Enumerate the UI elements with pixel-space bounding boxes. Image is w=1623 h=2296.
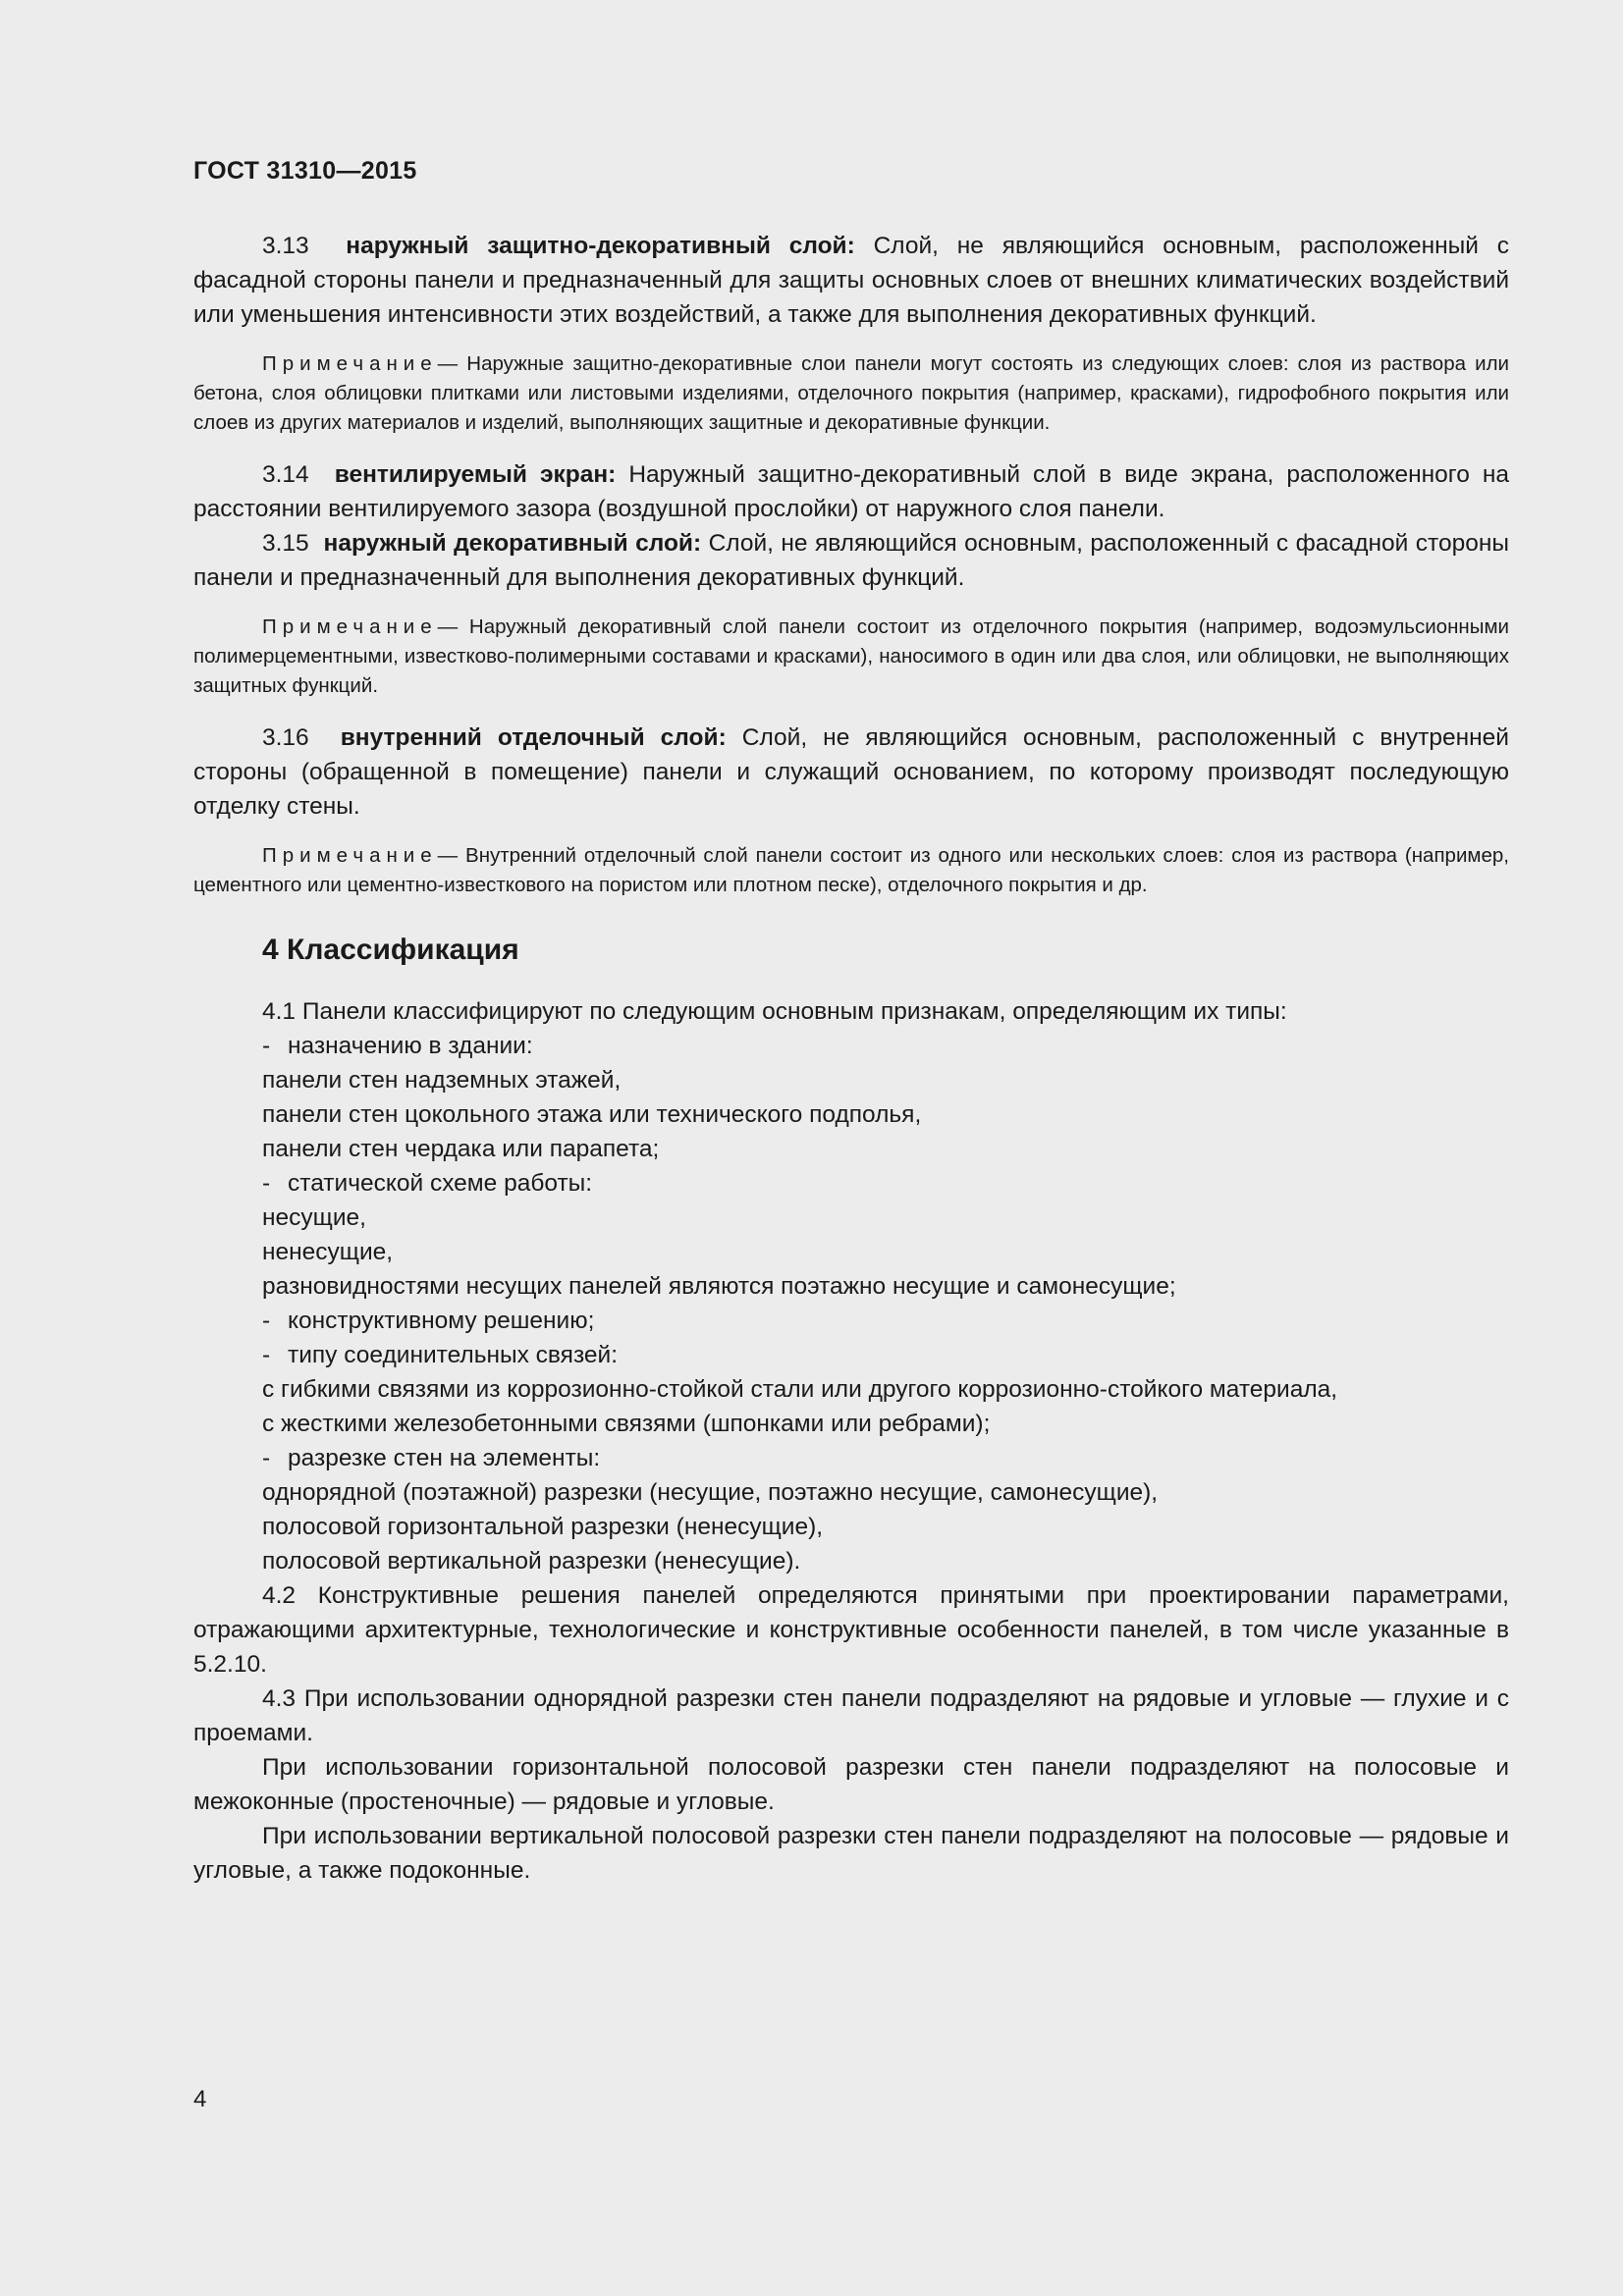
list-item <box>193 1407 1509 1441</box>
list-item-text: с жесткими железобетонными связями (шпонками или ребрами); <box>262 1411 991 1437</box>
list-item <box>193 1029 1509 1063</box>
clause-text: Слой, не являющийся основным, расположенный с внутренней стороны (обращенной в помещение) панели и служащий основанием, по которому производят последующую отделку стены. <box>193 724 1509 820</box>
list-item <box>193 1338 1509 1372</box>
list-item-text: однорядной (поэтажной) разрезки (несущие, поэтажно несущие, самонесущие), <box>262 1479 1159 1506</box>
note-3-13 <box>193 349 1509 438</box>
list-dash: - <box>262 1308 271 1334</box>
clause-number: 3.15 <box>262 530 309 557</box>
clause-4-1: 4.1 Панели классифицируют по следующим основным признакам, определяющим их типы: <box>262 998 1287 1025</box>
document-header: ГОСТ 31310—2015 <box>193 157 417 185</box>
list-item-text: типу соединительных связей: <box>288 1342 619 1368</box>
list-item-text: панели стен цокольного этажа или технического подполья, <box>262 1101 922 1128</box>
list-item-text: панели стен надземных этажей, <box>262 1067 622 1094</box>
clause-text: Слой, не являющийся основным, расположенный с фасадной стороны панели и предназначенный для выполнения декоративных функций. <box>193 530 1509 591</box>
clause-number: 3.16 <box>262 724 309 751</box>
paragraph-horizontal-strip: При использовании горизонтальной полосовой разрезки стен панели подразделяют на полосовые и межоконные (простеночные) — рядовые и угловые. <box>193 1754 1509 1815</box>
note-label: Примечание <box>262 615 438 638</box>
list-item <box>193 1132 1509 1166</box>
note-label: Примечание <box>262 844 438 867</box>
note-label: Примечание <box>262 352 438 375</box>
list-item <box>193 1544 1509 1578</box>
clause-number: 3.14 <box>262 461 309 488</box>
clause-3-13 <box>193 229 1509 332</box>
list-item <box>193 1235 1509 1269</box>
list-item <box>193 1304 1509 1338</box>
list-item-text: панели стен чердака или парапета; <box>262 1136 660 1162</box>
list-item <box>193 1475 1509 1510</box>
list-item <box>193 1269 1509 1304</box>
clause-term: наружный декоративный слой: <box>323 530 702 557</box>
clause-text: Слой, не являющийся основным, расположенный с фасадной стороны панели и предназначенный для защиты основных слоев от внешних климатических воздействий или уменьшения интенсивности этих воздействий, а также для выполнения декоративных функций. <box>193 233 1510 328</box>
note-text: — Наружный декоративный слой панели состоит из отделочного покрытия (например, водоэмульсионными полимерцементными, известково-полимерными составами и красками), наносимого в один или два слоя, или облицовки, не выполняющих защитных функций. <box>193 615 1509 697</box>
note-text: — Наружные защитно-декоративные слои панели могут состоять из следующих слоев: слоя из раствора или бетона, слоя облицовки плитками или листовыми изделиями, отделочного покрытия (например, красками), гидрофобного покрытия или слоев из других материалов и изделий, выполняющих защитные и декоративные функции. <box>193 352 1509 434</box>
list-item <box>193 1510 1509 1544</box>
page-number: 4 <box>193 2086 207 2112</box>
note-3-15 <box>193 613 1509 701</box>
list-dash: - <box>262 1033 271 1059</box>
clause-term: вентилируемый экран: <box>334 461 617 488</box>
clause-term: наружный защитно-декоративный слой: <box>346 233 855 259</box>
note-3-16 <box>193 841 1509 900</box>
list-dash: - <box>262 1170 271 1197</box>
list-item-text: ненесущие, <box>262 1239 394 1265</box>
list-item <box>193 1201 1509 1235</box>
clause-4-2: 4.2 Конструктивные решения панелей определяются принятыми при проектировании параметрами, отражающими архитектурные, технологические и конструктивные особенности панелей, в том числе указанные в 5.2.10. <box>193 1582 1509 1678</box>
clause-text: Наружный защитно-декоративный слой в виде экрана, расположенного на расстоянии вентилируемого зазора (воздушной прослойки) от наружного слоя панели. <box>193 461 1509 522</box>
classification-list <box>193 1029 1509 1578</box>
list-item <box>193 1063 1509 1097</box>
clause-4-3: 4.3 При использовании однорядной разрезки стен панели подразделяют на рядовые и угловые — глухие и с проемами. <box>193 1685 1509 1746</box>
list-item <box>193 1166 1509 1201</box>
list-item-text: конструктивному решению; <box>288 1308 595 1334</box>
list-item-text: полосовой вертикальной разрезки (ненесущие). <box>262 1548 801 1575</box>
list-item <box>193 1441 1509 1475</box>
list-item <box>193 1097 1509 1132</box>
section-title-classification: 4 Классификация <box>262 934 519 966</box>
page-content <box>193 157 1509 1888</box>
list-item-text: разрезке стен на элементы: <box>288 1445 601 1471</box>
list-item-text: с гибкими связями из коррозионно-стойкой стали или другого коррозионно-стойкого материала, <box>262 1376 1338 1403</box>
paragraph-vertical-strip: При использовании вертикальной полосовой разрезки стен панели подразделяют на полосовые — рядовые и угловые, а также подоконные. <box>193 1823 1509 1884</box>
clause-term: внутренний отделочный слой: <box>340 724 727 751</box>
list-item-text: разновидностями несущих панелей являются поэтажно несущие и самонесущие; <box>262 1273 1176 1300</box>
list-item-text: назначению в здании: <box>288 1033 533 1059</box>
list-item-text: полосовой горизонтальной разрезки (ненесущие), <box>262 1514 824 1540</box>
list-dash: - <box>262 1445 271 1471</box>
list-item-text: статической схеме работы: <box>288 1170 593 1197</box>
clause-3-16 <box>193 721 1509 824</box>
clause-3-14 <box>193 457 1509 526</box>
clause-number: 3.13 <box>262 233 309 259</box>
note-text: — Внутренний отделочный слой панели состоит из одного или нескольких слоев: слоя из раствора (например, цементного или цементно-известкового на пористом или плотном песке), отделочного покрытия и др. <box>193 844 1509 896</box>
list-dash: - <box>262 1342 271 1368</box>
list-item <box>193 1372 1509 1407</box>
list-item-text: несущие, <box>262 1204 366 1231</box>
clause-3-15 <box>193 526 1509 595</box>
